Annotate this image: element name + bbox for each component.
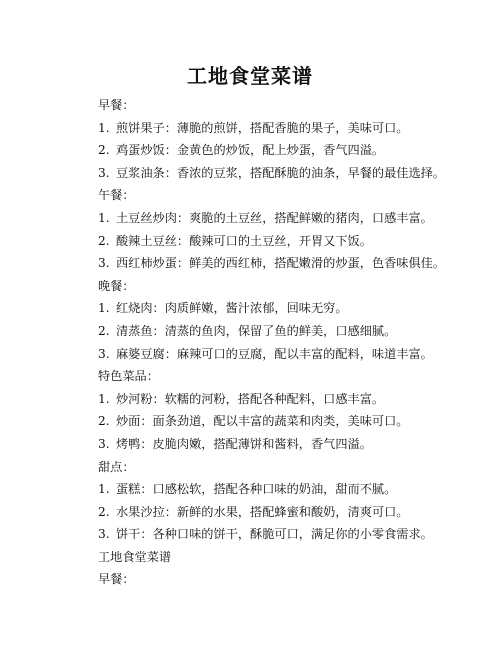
- list-item: [98, 252, 478, 275]
- item-text: 麻婆豆腐：麻辣可口的豆腐，配以丰富的配料，味道丰富。: [116, 346, 433, 361]
- item-text: 鸡蛋炒饭：金黄色的炒饭，配上炒蛋，香气四溢。: [116, 143, 385, 158]
- item-text: 煎饼果子：薄脆的煎饼，搭配香脆的果子，美味可口。: [116, 120, 409, 135]
- item-text: 炒河粉：软糯的河粉，搭配各种配料，口感丰富。: [116, 391, 385, 406]
- item-number: 2.: [98, 504, 110, 519]
- item-number: 2.: [98, 233, 110, 248]
- item-text: 蛋糕：口感松软，搭配各种口味的奶油，甜而不腻。: [116, 482, 397, 497]
- list-item: [98, 207, 478, 230]
- item-number: 3.: [98, 165, 110, 180]
- item-text: 酸辣土豆丝：酸辣可口的土豆丝，开胃又下饭。: [116, 233, 372, 248]
- item-number: 3.: [98, 436, 110, 451]
- item-text: 西红柿炒蛋：鲜美的西红柿，搭配嫩滑的炒蛋，色香味俱佳。: [116, 256, 446, 271]
- list-item: [98, 343, 478, 366]
- item-number: 1.: [98, 301, 110, 316]
- item-number: 2.: [98, 323, 110, 338]
- list-item: [98, 410, 478, 433]
- item-text: 土豆丝炒肉：爽脆的土豆丝，搭配鲜嫩的猪肉，口感丰富。: [116, 210, 433, 225]
- list-item: [98, 297, 478, 320]
- item-text: 烤鸭：皮脆肉嫩，搭配薄饼和酱料，香气四溢。: [116, 436, 372, 451]
- section-heading-lunch: 午餐：: [98, 188, 135, 203]
- item-text: 红烧肉：肉质鲜嫩，酱汁浓郁，回味无穷。: [116, 301, 348, 316]
- item-number: 2.: [98, 143, 110, 158]
- list-item: [98, 117, 478, 140]
- list-item: [98, 501, 478, 524]
- page-title: 工地食堂菜谱: [187, 64, 313, 88]
- section-heading-breakfast: 早餐：: [98, 98, 135, 112]
- item-text: 豆浆油条：香浓的豆浆，搭配酥脆的油条，早餐的最佳选择。: [116, 165, 446, 180]
- list-item: [98, 162, 478, 185]
- section-heading-specialties: 特色菜品：: [98, 369, 159, 384]
- item-number: 1.: [98, 210, 110, 225]
- list-item: [98, 523, 478, 546]
- repeated-title: 工地食堂菜谱: [98, 549, 172, 564]
- section-heading-desserts: 甜点：: [98, 459, 135, 474]
- item-number: 1.: [98, 391, 110, 406]
- item-number: 1.: [98, 120, 110, 135]
- list-item: [98, 139, 478, 162]
- list-item: [98, 388, 478, 411]
- item-text: 饼干：各种口味的饼干，酥脆可口，满足你的小零食需求。: [116, 527, 433, 542]
- list-item: [98, 320, 478, 343]
- repeated-heading-breakfast: 早餐：: [98, 572, 135, 587]
- item-number: 3.: [98, 256, 110, 271]
- item-text: 水果沙拉：新鲜的水果，搭配蜂蜜和酸奶，清爽可口。: [116, 504, 409, 519]
- item-number: 2.: [98, 414, 110, 429]
- list-item: [98, 478, 478, 501]
- section-heading-dinner: 晚餐：: [98, 278, 135, 293]
- item-text: 清蒸鱼：清蒸的鱼肉，保留了鱼的鲜美，口感细腻。: [116, 323, 397, 338]
- item-number: 3.: [98, 346, 110, 361]
- list-item: [98, 230, 478, 253]
- item-number: 1.: [98, 482, 110, 497]
- item-number: 3.: [98, 527, 110, 542]
- item-text: 炒面：面条劲道，配以丰富的蔬菜和肉类，美味可口。: [116, 414, 409, 429]
- menu-content: [98, 94, 478, 591]
- list-item: [98, 433, 478, 456]
